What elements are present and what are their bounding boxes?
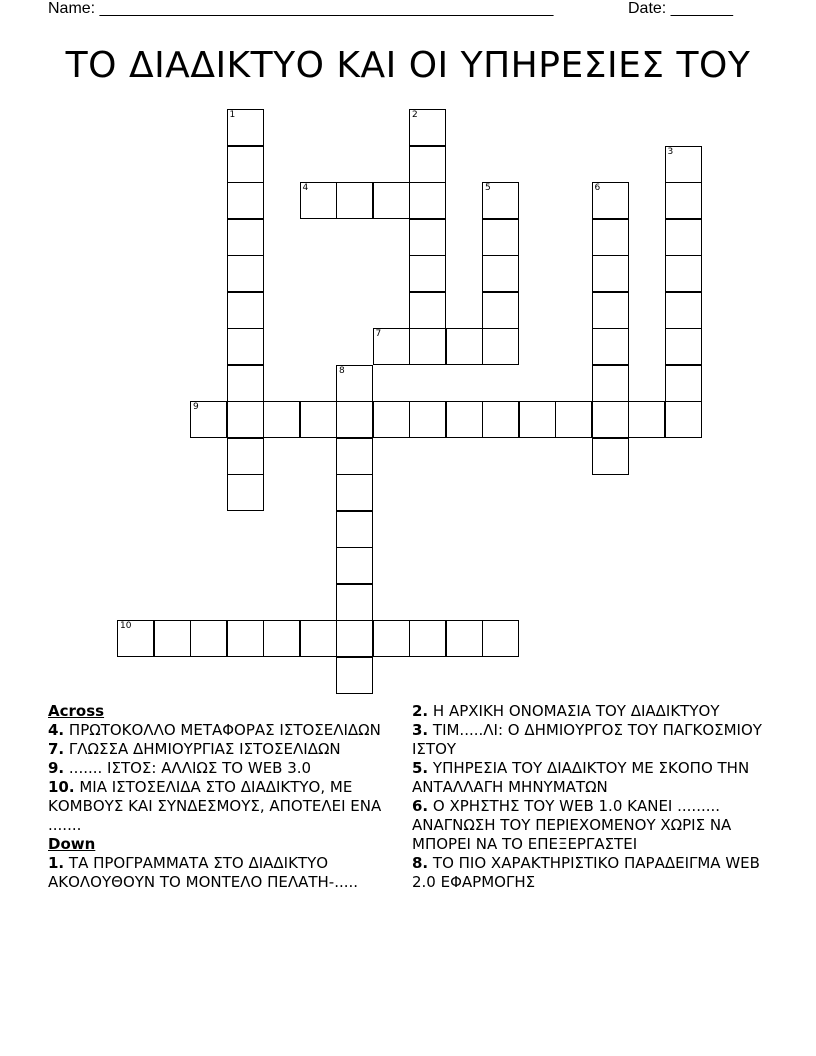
name-field[interactable]: Name: ___________________________________________________ bbox=[48, 0, 554, 17]
crossword-cell[interactable] bbox=[409, 401, 446, 438]
clue-item bbox=[412, 854, 768, 892]
crossword-cell[interactable] bbox=[336, 620, 373, 657]
crossword-cell[interactable] bbox=[263, 401, 300, 438]
crossword-cell[interactable] bbox=[373, 328, 410, 365]
crossword-cell[interactable] bbox=[665, 328, 702, 365]
clue-item bbox=[412, 759, 768, 797]
crossword-cell[interactable] bbox=[628, 401, 665, 438]
clue-number: 4 bbox=[302, 183, 309, 193]
crossword-cell[interactable] bbox=[482, 292, 519, 329]
crossword-cell[interactable] bbox=[446, 401, 483, 438]
clue-item bbox=[48, 778, 398, 835]
crossword-cell[interactable] bbox=[336, 365, 373, 402]
clue-number: 5 bbox=[485, 183, 491, 193]
crossword-cell[interactable] bbox=[336, 401, 373, 438]
crossword-cell[interactable] bbox=[300, 401, 337, 438]
clue-item-number: 2. bbox=[412, 702, 429, 720]
clue-item-number: 7. bbox=[48, 740, 65, 758]
crossword-cell[interactable] bbox=[665, 182, 702, 219]
crossword-cell[interactable] bbox=[409, 620, 446, 657]
down-clue-list-left bbox=[48, 854, 398, 892]
crossword-cell[interactable] bbox=[227, 255, 264, 292]
crossword-cell[interactable] bbox=[373, 620, 410, 657]
crossword-cell[interactable] bbox=[227, 219, 264, 256]
clue-item-text: ΠΡΩΤΟΚΟΛΛΟ ΜΕΤΑΦΟΡΑΣ ΙΣΤΟΣΕΛΙΔΩΝ bbox=[64, 721, 381, 739]
clue-item-number: 10. bbox=[48, 778, 75, 796]
crossword-cell[interactable] bbox=[519, 401, 556, 438]
crossword-cell[interactable] bbox=[665, 365, 702, 402]
crossword-cell[interactable] bbox=[482, 401, 519, 438]
clue-number: 1 bbox=[229, 110, 236, 120]
crossword-cell[interactable] bbox=[227, 146, 264, 183]
page-title: ΤΟ ΔΙΑΔΙΚΤΥΟ ΚΑΙ ΟΙ ΥΠΗΡΕΣΙΕΣ ΤΟΥ bbox=[65, 45, 751, 86]
crossword-cell[interactable] bbox=[592, 255, 629, 292]
down-heading: Down bbox=[48, 835, 96, 853]
crossword-cell[interactable] bbox=[665, 401, 702, 438]
clue-item bbox=[412, 797, 768, 854]
clue-number: 6 bbox=[594, 183, 601, 193]
clue-item-number: 9. bbox=[48, 759, 65, 777]
crossword-cell[interactable] bbox=[227, 182, 264, 219]
crossword-cell[interactable] bbox=[300, 620, 337, 657]
crossword-cell[interactable] bbox=[482, 255, 519, 292]
crossword-cell[interactable] bbox=[592, 438, 629, 475]
crossword-cell[interactable] bbox=[373, 401, 410, 438]
clue-item-text: ΤΑ ΠΡΟΓΡΑΜΜΑΤΑ ΣΤΟ ΔΙΑΔΙΚΤΥΟ ΑΚΟΛΟΥΘΟΥΝ ΤΟ ΜΟΝΤΕΛΟ ΠΕΛΑΤΗ-..... bbox=[48, 854, 359, 891]
crossword-cell[interactable] bbox=[482, 328, 519, 365]
crossword-cell[interactable] bbox=[592, 182, 629, 219]
crossword-cell[interactable] bbox=[227, 620, 264, 657]
clue-item-text: ΜΙΑ ΙΣΤΟΣΕΛΙΔΑ ΣΤΟ ΔΙΑΔΙΚΤΥΟ, ΜΕ ΚΟΜΒΟΥΣ ΚΑΙ ΣΥΝΔΕΣΜΟΥΣ, ΑΠΟΤΕΛΕΙ ΕΝΑ ....... bbox=[48, 778, 382, 834]
clue-item bbox=[48, 854, 398, 892]
crossword-cell[interactable] bbox=[482, 219, 519, 256]
crossword-cell[interactable] bbox=[190, 620, 227, 657]
clue-item-number: 5. bbox=[412, 759, 429, 777]
crossword-cell[interactable] bbox=[409, 328, 446, 365]
crossword-cell[interactable] bbox=[409, 255, 446, 292]
across-clue-list bbox=[48, 721, 398, 835]
clue-item-number: 3. bbox=[412, 721, 429, 739]
crossword-cell[interactable] bbox=[665, 292, 702, 329]
clues-right-column bbox=[412, 702, 768, 892]
crossword-cell[interactable] bbox=[482, 182, 519, 219]
clue-item-number: 6. bbox=[412, 797, 429, 815]
crossword-cell[interactable] bbox=[409, 109, 446, 146]
crossword-cell[interactable] bbox=[446, 328, 483, 365]
clue-item bbox=[412, 702, 768, 721]
crossword-cell[interactable] bbox=[227, 401, 264, 438]
crossword-cell[interactable] bbox=[227, 328, 264, 365]
clue-item-text: Η ΑΡΧΙΚΗ ΟΝΟΜΑΣΙΑ ΤΟΥ ΔΙΑΔΙΚΤΥΟΥ bbox=[428, 702, 720, 720]
clue-number: 9 bbox=[193, 402, 199, 412]
clue-item-text: ΥΠΗΡΕΣΙΑ ΤΟΥ ΔΙΑΔΙΚΤΟΥ ΜΕ ΣΚΟΠΟ ΤΗΝ ΑΝΤΑΛΛΑΓΗ ΜΗΝΥΜΑΤΩΝ bbox=[412, 759, 750, 796]
crossword-cell[interactable] bbox=[227, 438, 264, 475]
crossword-cell[interactable] bbox=[665, 219, 702, 256]
clue-item-text: ΓΛΩΣΣΑ ΔΗΜΙΟΥΡΓΙΑΣ ΙΣΤΟΣΕΛΙΔΩΝ bbox=[64, 740, 341, 758]
crossword-cell[interactable] bbox=[592, 401, 629, 438]
crossword-cell[interactable] bbox=[336, 511, 373, 548]
clues-left-column bbox=[48, 702, 398, 892]
crossword-cell[interactable] bbox=[409, 182, 446, 219]
clue-number: 8 bbox=[339, 365, 345, 376]
crossword-cell[interactable] bbox=[227, 109, 264, 146]
across-heading: Across bbox=[48, 702, 105, 720]
crossword-cell[interactable] bbox=[300, 182, 337, 219]
crossword-cell[interactable] bbox=[409, 219, 446, 256]
crossword-cell[interactable] bbox=[154, 620, 191, 657]
crossword-cell[interactable] bbox=[592, 328, 629, 365]
crossword-cell[interactable] bbox=[227, 474, 264, 511]
clue-number: 2 bbox=[412, 110, 418, 120]
clue-number: 7 bbox=[375, 329, 382, 339]
crossword-cell[interactable] bbox=[409, 292, 446, 329]
clue-item bbox=[48, 721, 398, 740]
crossword-cell[interactable] bbox=[336, 547, 373, 584]
date-field[interactable]: Date: _______ bbox=[628, 0, 733, 17]
crossword-cell[interactable] bbox=[665, 255, 702, 292]
clue-number: 3 bbox=[667, 146, 674, 157]
crossword-cell[interactable] bbox=[117, 620, 154, 657]
clue-item-text: ΤΙΜ.....ΛΙ: Ο ΔΗΜΙΟΥΡΓΟΣ ΤΟΥ ΠΑΓΚΟΣΜΙΟΥ ΙΣΤΟΥ bbox=[412, 721, 762, 758]
crossword-cell[interactable] bbox=[446, 620, 483, 657]
crossword-cell[interactable] bbox=[665, 146, 702, 183]
clue-item-number: 1. bbox=[48, 854, 65, 872]
crossword-cell[interactable] bbox=[227, 365, 264, 402]
crossword-cell[interactable] bbox=[336, 584, 373, 621]
crossword-cell[interactable] bbox=[592, 292, 629, 329]
crossword-cell[interactable] bbox=[227, 292, 264, 329]
clue-item-text: ....... ΙΣΤΟΣ: ΑΛΛΙΩΣ ΤΟ WEB 3.0 bbox=[64, 759, 312, 777]
crossword-cell[interactable] bbox=[336, 474, 373, 511]
crossword-cell[interactable] bbox=[336, 182, 373, 219]
clue-item bbox=[48, 759, 398, 778]
crossword-cell[interactable] bbox=[592, 219, 629, 256]
crossword-cell[interactable] bbox=[555, 401, 592, 438]
clue-item-text: Ο ΧΡΗΣΤΗΣ ΤΟΥ WEB 1.0 ΚΑΝΕΙ ......... ΑΝΑΓΝΩΣΗ ΤΟΥ ΠΕΡΙΕΧΟΜΕΝΟΥ ΧΩΡΙΣ ΝΑ ΜΠΟΡΕΙ ΝΑ ΤΟ ΕΠΕΞΕΡΓΑΣΤΕΙ bbox=[412, 797, 732, 853]
crossword-cell[interactable] bbox=[482, 620, 519, 657]
crossword-cell[interactable] bbox=[263, 620, 300, 657]
crossword-cell[interactable] bbox=[409, 146, 446, 183]
crossword-cell[interactable] bbox=[336, 438, 373, 475]
crossword-cell[interactable] bbox=[592, 365, 629, 402]
clue-item-text: ΤΟ ΠΙΟ ΧΑΡΑΚΤΗΡΙΣΤΙΚΟ ΠΑΡΑΔΕΙΓΜΑ WEB 2.0 ΕΦΑΡΜΟΓΗΣ bbox=[412, 854, 760, 891]
crossword-cell[interactable] bbox=[190, 401, 227, 438]
clue-item-number: 8. bbox=[412, 854, 429, 872]
crossword-cell[interactable] bbox=[336, 657, 373, 694]
crossword-cell[interactable] bbox=[373, 182, 410, 219]
clue-item bbox=[412, 721, 768, 759]
clue-number: 10 bbox=[120, 621, 132, 631]
down-clue-list-right bbox=[412, 702, 768, 892]
clue-item bbox=[48, 740, 398, 759]
clue-item-number: 4. bbox=[48, 721, 65, 739]
